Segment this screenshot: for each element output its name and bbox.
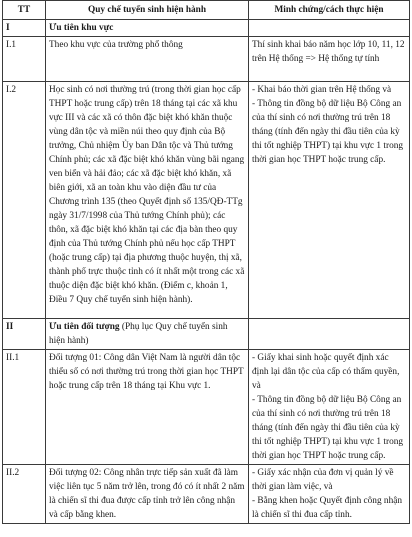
evidence-line: - Giấy xác nhận của đơn vị quản lý về thời gian làm việc, và [252,468,394,492]
section-number: II [3,319,46,350]
evidence-cell [249,37,410,82]
section-row-priority-area [3,20,410,37]
row-number: I.1 [3,37,46,82]
header-rule: Quy chế tuyển sinh hiện hành [46,1,249,20]
regulation-table [2,0,410,524]
evidence-line: - Khai báo thời gian trên Hệ thống và [252,85,392,95]
evidence-line: - Giấy khai sinh hoặc quyết định xác định lại dân tộc của cấp có thẩm quyền, và [252,353,400,391]
evidence-cell [249,350,410,465]
evidence-line: Thí sinh khai báo năm học lớp 10, 11, 12 trên Hệ thống => Hệ thống tự tính [252,40,405,64]
section-empty-cell [249,20,410,37]
rule-text: Theo khu vực của trường phổ thông [46,37,249,82]
table-row [3,37,410,82]
rule-text: Học sinh có nơi thường trú (trong thời gian học cấp THPT hoặc trung cấp) trên 18 tháng tại các xã khu vực III và các xã có thôn đặc biệt khó khăn thuộc vùng dân tộc và miền núi theo quy định của Bộ trưởng, Chủ nhiệm Ủy ban Dân tộc và Thủ tướng Chính phủ; các xã đặc biệt khó khăn vùng bãi ngang ven biển và hải đảo; các xã đặc biệt khó khăn, xã biên giới, xã an toàn khu vào diện đầu tư của Chương trình 135 (theo Quyết định số 135/QĐ-TTg ngày 31/7/1998 của Thủ tướng Chính phủ); các thôn, xã đặc biệt khó khăn tại các địa bàn theo quy định của Thủ tướng Chính phủ nếu học cấp THPT (hoặc trung cấp) tại địa phương thuộc huyện, thị xã, thành phố trực thuộc tỉnh có ít nhất một trong các xã thuộc diện đặc biệt khó khăn. (Điểm c, khoản 1, Điều 7 Quy chế tuyển sinh hiện hành). [46,82,249,319]
table-header-row [3,1,410,20]
evidence-line: - Thông tin đồng bộ dữ liệu Bộ Công an của thí sinh có nơi thường trú trên 18 tháng (tính đến ngày thi đầu tiên của kỳ thi tốt nghiệp THPT) tại khu vực 1 trong thời gian học THPT hoặc trung cấp. [252,395,404,461]
evidence-line: - Bằng khen hoặc Quyết định công nhận là chiến sĩ thi đua cấp tỉnh. [252,496,403,520]
evidence-line: - Thông tin đồng bộ dữ liệu Bộ Công an của thí sinh có nơi thường trú trên 18 tháng (tính đến ngày thi đầu tiên của kỳ thi tốt nghiệp THPT) tại khu vực 1 trong thời gian học THPT hoặc trung cấp. [252,99,404,165]
section-title: Ưu tiên đối tượng [49,322,120,332]
table-row [3,350,410,465]
section-title-note: (Phụ lục Quy chế tuyển sinh hiện hành) [49,322,228,346]
table-row [3,82,410,319]
header-tt: TT [3,1,46,20]
evidence-cell [249,465,410,524]
section-number: I [3,20,46,37]
section-title: Ưu tiên khu vực [46,20,249,37]
rule-text: Đối tượng 01: Công dân Việt Nam là người dân tộc thiểu số có nơi thường trú trong thời gian học THPT hoặc trung cấp trên 18 tháng tại Khu vực 1. [46,350,249,465]
table-row [3,465,410,524]
section-row-priority-subject [3,319,410,350]
row-number: II.2 [3,465,46,524]
evidence-cell [249,82,410,319]
header-evidence: Minh chứng/cách thực hiện [249,1,410,20]
section-title-cell [46,319,249,350]
section-empty-cell [249,319,410,350]
rule-text: Đối tượng 02: Công nhân trực tiếp sản xuất đã làm việc liên tục 5 năm trở lên, trong đó có ít nhất 2 năm là chiến sĩ thi đua được cấp tỉnh trở lên công nhận và cấp bằng khen. [46,465,249,524]
row-number: II.1 [3,350,46,465]
row-number: I.2 [3,82,46,319]
